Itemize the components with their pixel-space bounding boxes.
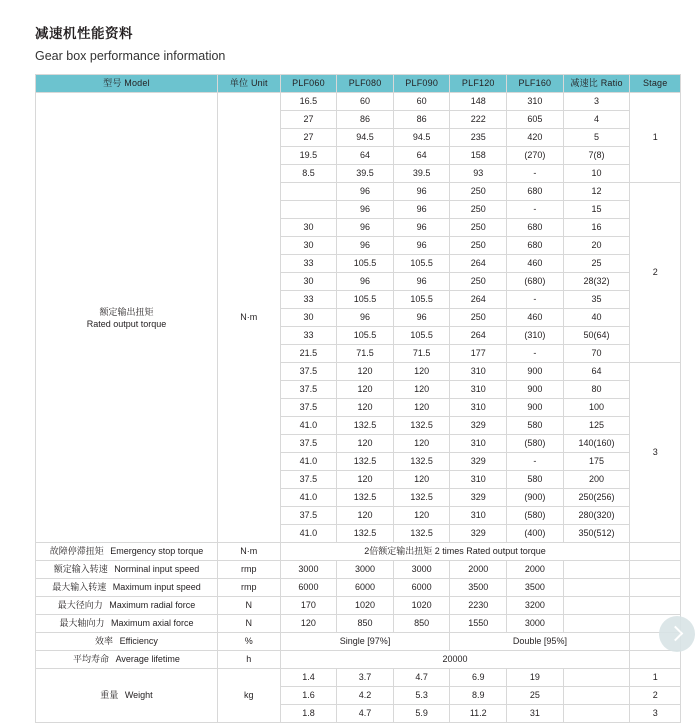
cell-plf060: 1.8 bbox=[280, 705, 337, 723]
cell-plf160: 3000 bbox=[507, 615, 564, 633]
cell-plf120: 250 bbox=[450, 237, 507, 255]
cell-plf160: 580 bbox=[507, 417, 564, 435]
table-row bbox=[36, 651, 681, 669]
cell-plf090: 5.3 bbox=[393, 687, 450, 705]
cell-ratio: 15 bbox=[563, 201, 630, 219]
cell-ratio: 125 bbox=[563, 417, 630, 435]
cell-plf160: 19 bbox=[507, 669, 564, 687]
gearbox-performance-table bbox=[35, 74, 681, 723]
efficiency-unit: % bbox=[217, 633, 280, 651]
cell-ratio: 140(160) bbox=[563, 435, 630, 453]
weight-label bbox=[36, 669, 218, 723]
table-header-row bbox=[36, 75, 681, 93]
cell-plf090: 71.5 bbox=[393, 345, 450, 363]
cell-plf080: 105.5 bbox=[337, 327, 394, 345]
cell-plf080: 120 bbox=[337, 435, 394, 453]
cell-plf080: 120 bbox=[337, 363, 394, 381]
table-row bbox=[36, 543, 681, 561]
average-lifetime-label bbox=[36, 651, 218, 669]
table-row bbox=[36, 93, 681, 111]
cell-plf090: 132.5 bbox=[393, 525, 450, 543]
cell-plf090: 120 bbox=[393, 381, 450, 399]
rated-output-torque-label-cn: 额定输出扭矩 bbox=[99, 306, 154, 317]
cell-plf160: 3500 bbox=[507, 579, 564, 597]
efficiency-label-cn: 效率 bbox=[95, 636, 114, 646]
cell-ratio: 64 bbox=[563, 363, 630, 381]
col-plf060: PLF060 bbox=[280, 75, 337, 93]
cell-plf160: 680 bbox=[507, 237, 564, 255]
cell-plf160: (580) bbox=[507, 507, 564, 525]
cell-stage: 1 bbox=[630, 669, 681, 687]
col-model: 型号 Model bbox=[36, 75, 218, 93]
cell-plf120: 310 bbox=[450, 507, 507, 525]
cell-plf160: 680 bbox=[507, 219, 564, 237]
cell-plf120: 264 bbox=[450, 327, 507, 345]
cell-plf080: 120 bbox=[337, 507, 394, 525]
cell-plf060: 41.0 bbox=[280, 453, 337, 471]
average-lifetime-label-cn: 平均寿命 bbox=[73, 654, 110, 664]
cell-plf120: 264 bbox=[450, 291, 507, 309]
cell-plf090: 96 bbox=[393, 309, 450, 327]
cell-plf060: 41.0 bbox=[280, 525, 337, 543]
cell-plf160: - bbox=[507, 453, 564, 471]
cell-ratio: 28(32) bbox=[563, 273, 630, 291]
emergency-stop-torque-value: 2倍额定输出扭矩 2 times Rated output torque bbox=[280, 543, 630, 561]
table-row bbox=[36, 597, 681, 615]
cell-plf080: 3.7 bbox=[337, 669, 394, 687]
cell-plf120: 250 bbox=[450, 309, 507, 327]
cell-plf120: 177 bbox=[450, 345, 507, 363]
cell-plf090: 120 bbox=[393, 399, 450, 417]
cell-ratio: 200 bbox=[563, 471, 630, 489]
cell-plf080: 120 bbox=[337, 471, 394, 489]
page-title-en: Gear box performance information bbox=[35, 49, 226, 63]
cell-plf060 bbox=[280, 183, 337, 201]
cell-plf120: 93 bbox=[450, 165, 507, 183]
cell-plf120: 310 bbox=[450, 471, 507, 489]
cell-plf090: 132.5 bbox=[393, 489, 450, 507]
cell-ratio: 12 bbox=[563, 183, 630, 201]
cell-plf080: 105.5 bbox=[337, 291, 394, 309]
cell-plf090: 39.5 bbox=[393, 165, 450, 183]
cell-ratio-empty bbox=[563, 669, 630, 687]
cell-plf080: 105.5 bbox=[337, 255, 394, 273]
cell-plf160: (270) bbox=[507, 147, 564, 165]
cell-ratio: 40 bbox=[563, 309, 630, 327]
col-ratio: 减速比 Ratio bbox=[563, 75, 630, 93]
cell-stage-1: 1 bbox=[630, 93, 681, 183]
cell-stage-empty bbox=[630, 651, 681, 669]
cell-plf060: 30 bbox=[280, 237, 337, 255]
cell-plf160: 2000 bbox=[507, 561, 564, 579]
cell-plf060: 41.0 bbox=[280, 489, 337, 507]
cell-plf090: 120 bbox=[393, 507, 450, 525]
efficiency-double: Double [95%] bbox=[450, 633, 630, 651]
cell-plf080: 96 bbox=[337, 201, 394, 219]
cell-ratio: 7(8) bbox=[563, 147, 630, 165]
cell-plf090: 105.5 bbox=[393, 327, 450, 345]
average-lifetime-label-en: Average lifetime bbox=[115, 654, 180, 664]
cell-plf160: (680) bbox=[507, 273, 564, 291]
cell-plf090: 96 bbox=[393, 201, 450, 219]
cell-stage-empty bbox=[630, 561, 681, 579]
cell-plf120: 250 bbox=[450, 273, 507, 291]
rated-output-torque-unit: N·m bbox=[217, 93, 280, 543]
cell-plf160: 310 bbox=[507, 93, 564, 111]
cell-plf090: 132.5 bbox=[393, 453, 450, 471]
emergency-stop-torque-unit: N·m bbox=[217, 543, 280, 561]
cell-plf080: 86 bbox=[337, 111, 394, 129]
table-row bbox=[36, 615, 681, 633]
table-header bbox=[36, 75, 681, 93]
col-stage: Stage bbox=[630, 75, 681, 93]
cell-plf090: 86 bbox=[393, 111, 450, 129]
cell-plf160: 460 bbox=[507, 309, 564, 327]
maximum-axial-force-label-cn: 最大轴向力 bbox=[59, 618, 105, 628]
cell-ratio: 20 bbox=[563, 237, 630, 255]
cell-plf120: 8.9 bbox=[450, 687, 507, 705]
cell-stage-empty bbox=[630, 579, 681, 597]
page-title-cn: 减速机性能资料 bbox=[35, 26, 133, 41]
cell-plf160: - bbox=[507, 165, 564, 183]
cell-plf090: 120 bbox=[393, 435, 450, 453]
cell-plf090: 1020 bbox=[393, 597, 450, 615]
cell-ratio bbox=[563, 579, 630, 597]
cell-plf120: 310 bbox=[450, 381, 507, 399]
cell-stage-empty bbox=[630, 543, 681, 561]
cell-plf120: 329 bbox=[450, 525, 507, 543]
col-plf120: PLF120 bbox=[450, 75, 507, 93]
weight-label-cn: 重量 bbox=[100, 690, 119, 700]
rated-output-torque-label bbox=[36, 93, 218, 543]
cell-stage: 3 bbox=[630, 705, 681, 723]
cell-plf120: 329 bbox=[450, 417, 507, 435]
cell-plf120: 310 bbox=[450, 435, 507, 453]
cell-plf080: 132.5 bbox=[337, 489, 394, 507]
cell-plf120: 148 bbox=[450, 93, 507, 111]
cell-plf090: 94.5 bbox=[393, 129, 450, 147]
cell-plf080: 4.7 bbox=[337, 705, 394, 723]
cell-plf060: 37.5 bbox=[280, 381, 337, 399]
cell-ratio: 35 bbox=[563, 291, 630, 309]
maximum-input-speed-label-en: Maximum input speed bbox=[112, 582, 201, 592]
average-lifetime-value: 20000 bbox=[280, 651, 630, 669]
maximum-input-speed-label-cn: 最大输入转速 bbox=[52, 582, 107, 592]
cell-plf060: 1.6 bbox=[280, 687, 337, 705]
col-plf090: PLF090 bbox=[393, 75, 450, 93]
cell-plf060: 37.5 bbox=[280, 399, 337, 417]
cell-plf060: 3000 bbox=[280, 561, 337, 579]
cell-plf090: 96 bbox=[393, 273, 450, 291]
cell-stage-empty bbox=[630, 597, 681, 615]
cell-ratio bbox=[563, 597, 630, 615]
efficiency-single: Single [97%] bbox=[280, 633, 450, 651]
cell-plf090: 96 bbox=[393, 183, 450, 201]
cell-ratio: 25 bbox=[563, 255, 630, 273]
maximum-radial-force-label-en: Maximum radial force bbox=[109, 600, 196, 610]
cell-plf080: 96 bbox=[337, 273, 394, 291]
cell-ratio: 100 bbox=[563, 399, 630, 417]
cell-plf060: 30 bbox=[280, 309, 337, 327]
cell-plf060: 8.5 bbox=[280, 165, 337, 183]
cell-ratio: 3 bbox=[563, 93, 630, 111]
cell-plf080: 6000 bbox=[337, 579, 394, 597]
cell-plf060: 37.5 bbox=[280, 507, 337, 525]
efficiency-label-en: Efficiency bbox=[119, 636, 158, 646]
table-row bbox=[36, 633, 681, 651]
cell-plf160: 580 bbox=[507, 471, 564, 489]
cell-plf160: 605 bbox=[507, 111, 564, 129]
cell-stage-2: 2 bbox=[630, 183, 681, 363]
cell-plf080: 60 bbox=[337, 93, 394, 111]
cell-plf090: 850 bbox=[393, 615, 450, 633]
cell-plf060: 33 bbox=[280, 291, 337, 309]
cell-plf080: 3000 bbox=[337, 561, 394, 579]
cell-plf080: 96 bbox=[337, 219, 394, 237]
cell-plf090: 120 bbox=[393, 471, 450, 489]
cell-ratio: 10 bbox=[563, 165, 630, 183]
col-unit: 单位 Unit bbox=[217, 75, 280, 93]
cell-ratio: 70 bbox=[563, 345, 630, 363]
cell-plf120: 310 bbox=[450, 363, 507, 381]
cell-ratio: 350(512) bbox=[563, 525, 630, 543]
cell-plf120: 6.9 bbox=[450, 669, 507, 687]
cell-plf160: (900) bbox=[507, 489, 564, 507]
maximum-axial-force-label-en: Maximum axial force bbox=[110, 618, 194, 628]
average-lifetime-unit: h bbox=[217, 651, 280, 669]
maximum-axial-force-unit: N bbox=[217, 615, 280, 633]
maximum-radial-force-label-cn: 最大径向力 bbox=[57, 600, 103, 610]
cell-plf160: - bbox=[507, 291, 564, 309]
cell-plf080: 39.5 bbox=[337, 165, 394, 183]
cell-plf090: 105.5 bbox=[393, 255, 450, 273]
cell-plf060: 21.5 bbox=[280, 345, 337, 363]
cell-plf060: 37.5 bbox=[280, 471, 337, 489]
emergency-stop-torque-label-en: Emergency stop torque bbox=[110, 546, 204, 556]
nominal-input-speed-label-en: Norminal input speed bbox=[114, 564, 200, 574]
cell-ratio bbox=[563, 615, 630, 633]
cell-plf060: 33 bbox=[280, 327, 337, 345]
cell-plf060: 41.0 bbox=[280, 417, 337, 435]
cell-plf120: 329 bbox=[450, 489, 507, 507]
cell-plf060: 27 bbox=[280, 111, 337, 129]
table-row bbox=[36, 579, 681, 597]
cell-plf060: 19.5 bbox=[280, 147, 337, 165]
cell-plf080: 850 bbox=[337, 615, 394, 633]
cell-plf090: 96 bbox=[393, 237, 450, 255]
cell-ratio: 16 bbox=[563, 219, 630, 237]
cell-plf060: 33 bbox=[280, 255, 337, 273]
scroll-to-top-icon[interactable] bbox=[659, 616, 695, 652]
table-row bbox=[36, 561, 681, 579]
cell-plf090: 105.5 bbox=[393, 291, 450, 309]
cell-plf080: 132.5 bbox=[337, 453, 394, 471]
efficiency-label bbox=[36, 633, 218, 651]
cell-plf120: 1550 bbox=[450, 615, 507, 633]
maximum-input-speed-unit: rmp bbox=[217, 579, 280, 597]
cell-plf120: 250 bbox=[450, 219, 507, 237]
cell-plf090: 4.7 bbox=[393, 669, 450, 687]
cell-plf160: (400) bbox=[507, 525, 564, 543]
cell-plf120: 250 bbox=[450, 201, 507, 219]
cell-plf080: 4.2 bbox=[337, 687, 394, 705]
cell-plf080: 96 bbox=[337, 237, 394, 255]
cell-plf160: - bbox=[507, 201, 564, 219]
cell-plf120: 2000 bbox=[450, 561, 507, 579]
cell-plf080: 1020 bbox=[337, 597, 394, 615]
cell-ratio: 4 bbox=[563, 111, 630, 129]
cell-plf160: 680 bbox=[507, 183, 564, 201]
cell-ratio: 5 bbox=[563, 129, 630, 147]
cell-plf080: 132.5 bbox=[337, 417, 394, 435]
cell-plf120: 222 bbox=[450, 111, 507, 129]
cell-plf090: 3000 bbox=[393, 561, 450, 579]
cell-plf080: 96 bbox=[337, 183, 394, 201]
cell-plf160: 25 bbox=[507, 687, 564, 705]
cell-ratio: 80 bbox=[563, 381, 630, 399]
cell-plf120: 11.2 bbox=[450, 705, 507, 723]
cell-stage: 2 bbox=[630, 687, 681, 705]
cell-plf120: 264 bbox=[450, 255, 507, 273]
maximum-radial-force-label bbox=[36, 597, 218, 615]
cell-plf160: 900 bbox=[507, 381, 564, 399]
emergency-stop-torque-label bbox=[36, 543, 218, 561]
cell-plf090: 132.5 bbox=[393, 417, 450, 435]
cell-plf160: 460 bbox=[507, 255, 564, 273]
cell-plf090: 64 bbox=[393, 147, 450, 165]
cell-plf160: 900 bbox=[507, 363, 564, 381]
cell-plf160: 900 bbox=[507, 399, 564, 417]
col-plf160: PLF160 bbox=[507, 75, 564, 93]
weight-unit: kg bbox=[217, 669, 280, 723]
cell-plf060: 30 bbox=[280, 219, 337, 237]
nominal-input-speed-unit: rmp bbox=[217, 561, 280, 579]
cell-plf120: 250 bbox=[450, 183, 507, 201]
cell-ratio: 250(256) bbox=[563, 489, 630, 507]
cell-plf060: 37.5 bbox=[280, 435, 337, 453]
cell-plf090: 5.9 bbox=[393, 705, 450, 723]
cell-plf080: 132.5 bbox=[337, 525, 394, 543]
cell-plf160: 3200 bbox=[507, 597, 564, 615]
cell-plf060: 30 bbox=[280, 273, 337, 291]
nominal-input-speed-label-cn: 额定输入转速 bbox=[53, 564, 108, 574]
cell-plf080: 64 bbox=[337, 147, 394, 165]
cell-plf080: 120 bbox=[337, 381, 394, 399]
cell-ratio bbox=[563, 561, 630, 579]
cell-plf060: 1.4 bbox=[280, 669, 337, 687]
cell-plf090: 6000 bbox=[393, 579, 450, 597]
table-body bbox=[36, 93, 681, 723]
cell-plf060: 120 bbox=[280, 615, 337, 633]
cell-plf120: 310 bbox=[450, 399, 507, 417]
cell-plf160: 31 bbox=[507, 705, 564, 723]
cell-plf060: 16.5 bbox=[280, 93, 337, 111]
cell-plf060: 27 bbox=[280, 129, 337, 147]
nominal-input-speed-label bbox=[36, 561, 218, 579]
maximum-axial-force-label bbox=[36, 615, 218, 633]
cell-ratio: 280(320) bbox=[563, 507, 630, 525]
cell-plf090: 96 bbox=[393, 219, 450, 237]
cell-plf160: - bbox=[507, 345, 564, 363]
cell-plf120: 158 bbox=[450, 147, 507, 165]
cell-ratio: 50(64) bbox=[563, 327, 630, 345]
cell-plf090: 120 bbox=[393, 363, 450, 381]
weight-label-en: Weight bbox=[124, 690, 153, 700]
cell-plf120: 329 bbox=[450, 453, 507, 471]
cell-plf160: (580) bbox=[507, 435, 564, 453]
cell-plf080: 94.5 bbox=[337, 129, 394, 147]
cell-plf160: (310) bbox=[507, 327, 564, 345]
col-plf080: PLF080 bbox=[337, 75, 394, 93]
cell-stage-3: 3 bbox=[630, 363, 681, 543]
cell-plf120: 235 bbox=[450, 129, 507, 147]
cell-plf120: 2230 bbox=[450, 597, 507, 615]
cell-plf060: 6000 bbox=[280, 579, 337, 597]
rated-output-torque-label-en: Rated output torque bbox=[86, 318, 167, 329]
cell-plf090: 60 bbox=[393, 93, 450, 111]
cell-plf060 bbox=[280, 201, 337, 219]
emergency-stop-torque-label-cn: 故障停滞扭矩 bbox=[49, 546, 104, 556]
cell-plf080: 71.5 bbox=[337, 345, 394, 363]
cell-ratio: 175 bbox=[563, 453, 630, 471]
cell-plf080: 96 bbox=[337, 309, 394, 327]
table-row bbox=[36, 669, 681, 687]
cell-plf160: 420 bbox=[507, 129, 564, 147]
cell-plf080: 120 bbox=[337, 399, 394, 417]
cell-ratio-empty bbox=[563, 705, 630, 723]
cell-plf060: 170 bbox=[280, 597, 337, 615]
maximum-input-speed-label bbox=[36, 579, 218, 597]
maximum-radial-force-unit: N bbox=[217, 597, 280, 615]
cell-plf060: 37.5 bbox=[280, 363, 337, 381]
cell-plf120: 3500 bbox=[450, 579, 507, 597]
